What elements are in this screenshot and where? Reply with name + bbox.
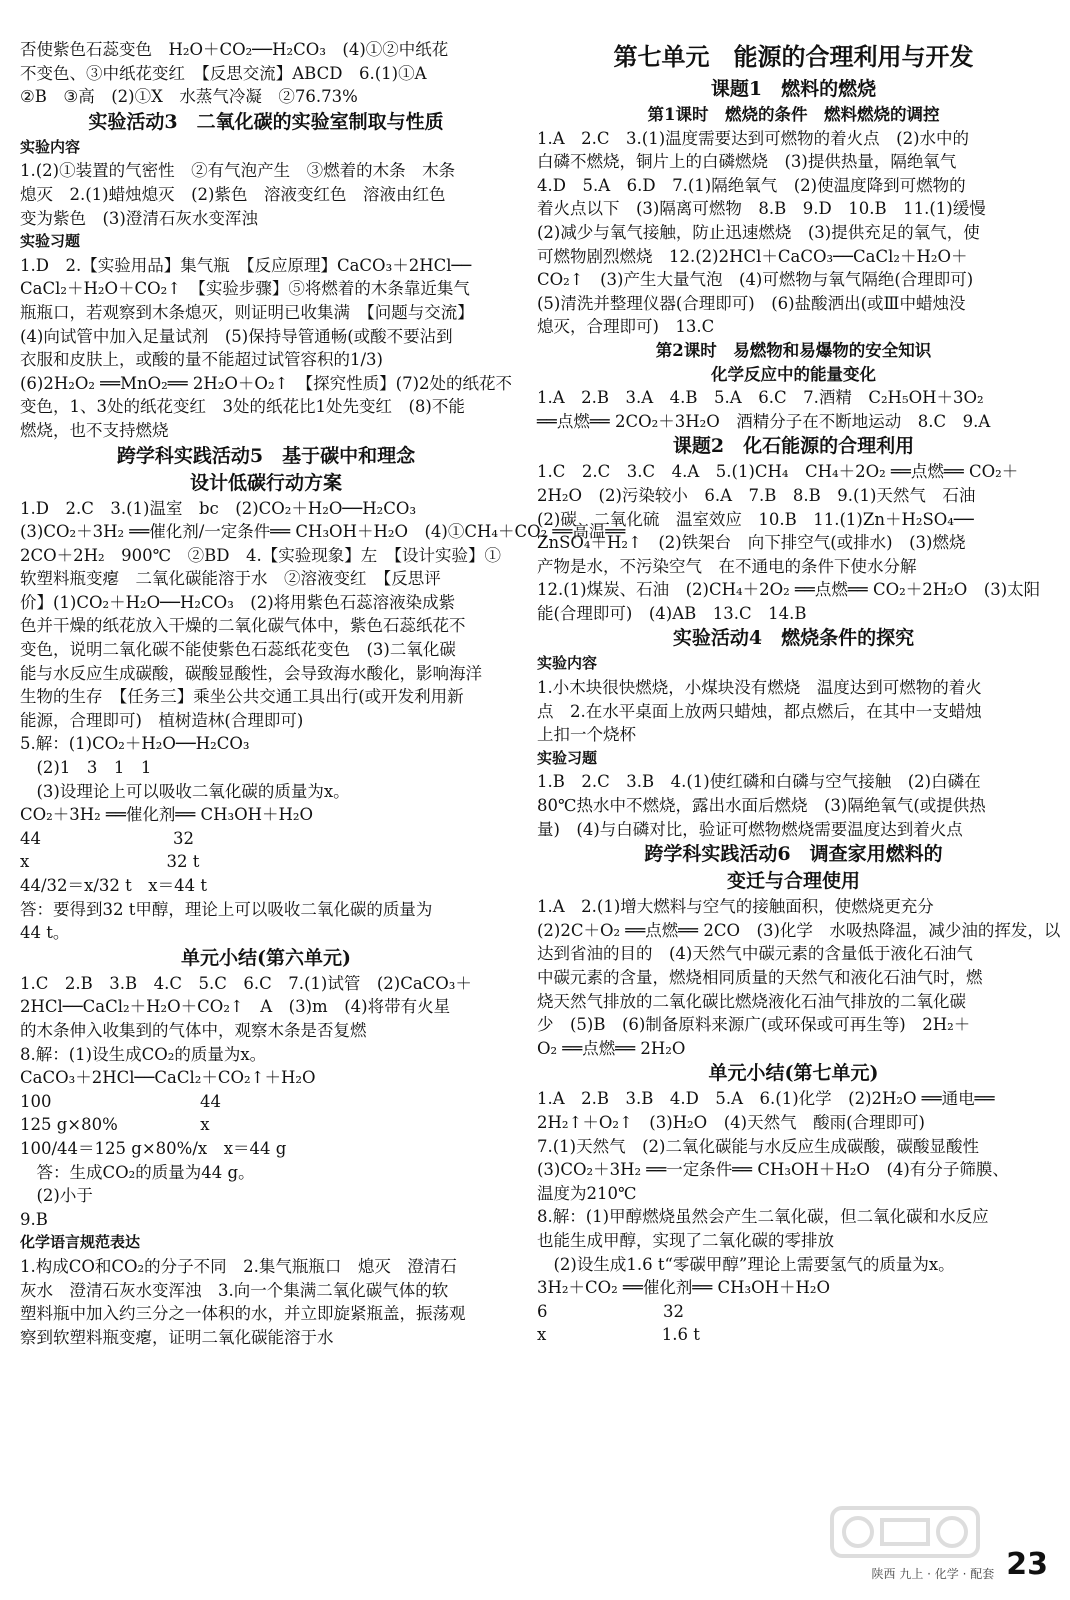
- section-heading: 第七单元 能源的合理利用与开发: [613, 42, 974, 71]
- text-line: O₂ ══点燃══ 2H₂O: [537, 1038, 686, 1058]
- text-line: 4.D 5.A 6.D 7.(1)隔绝氧气 (2)使温度降到可燃物的: [537, 175, 966, 195]
- text-line: 白磷不燃烧，铜片上的白磷燃烧 (3)提供热量，隔绝氧气: [537, 152, 957, 172]
- text-line: (2)减少与氧气接触，防止迅速燃烧 (3)提供充足的氧气，使: [537, 222, 980, 242]
- text-line: 变色，说明二氧化碳不能使紫色石蕊纸花变色 (3)二氧化碳: [20, 640, 456, 660]
- text-line: (2)1 3 1 1: [20, 758, 152, 778]
- text-line: 1.D 2.C 3.(1)温室 bc (2)CO₂＋H₂O──H₂CO₃: [20, 498, 417, 518]
- text-line: 熄灭，合理即可) 13.C: [537, 317, 715, 337]
- text-line: 2HCl──CaCl₂＋H₂O＋CO₂↑ A (3)m (4)将带有火星: [20, 997, 451, 1017]
- text-line: 产物是水，不污染空气 在不通电的条件下使水分解: [537, 556, 917, 576]
- text-line: (2)小于: [20, 1186, 93, 1206]
- text-line: 44 t。: [20, 923, 70, 943]
- text-line: 否使紫色石蕊变色 H₂O＋CO₂──H₂CO₃ (4)①②中纸花: [20, 40, 449, 59]
- text-line: 8.解：(1)甲醇燃烧虽然会产生二氧化碳，但二氧化碳和水反应: [537, 1207, 989, 1227]
- section-heading: 变迁与合理使用: [726, 870, 860, 893]
- section-heading: 课题1 燃料的燃烧: [710, 78, 877, 100]
- text-line: 7.(1)天然气 (2)二氧化碳能与水反应生成碳酸，碳酸显酸性: [537, 1136, 979, 1156]
- page-footer: [872, 1547, 1048, 1582]
- text-line: 熄灭 2.(1)蜡烛熄灭 (2)紫色 溶液变红色 溶液由红色: [20, 184, 446, 204]
- text-line: (6)2H₂O₂ ══MnO₂══ 2H₂O＋O₂↑ 【探究性质】(7)2处的纸花不: [20, 373, 513, 393]
- text-line: 瓶瓶口，若观察到木条熄灭，则证明已收集满 【问题与交流】: [20, 302, 474, 322]
- text-line: 量) (4)与白磷对比，验证可燃物燃烧需要温度达到着火点: [537, 819, 963, 839]
- text-line: 1.构成CO和CO₂的分子不同 2.集气瓶瓶口 熄灭 澄清石: [20, 1256, 457, 1276]
- text-line: 12.(1)煤炭、石油 (2)CH₄＋2O₂ ══点燃══ CO₂＋2H₂O (3)太阳: [537, 580, 1041, 600]
- text-line: 1.A 2.B 3.A 4.B 5.A 6.C 7.酒精 C₂H₅OH＋3O₂: [537, 388, 984, 408]
- text-line: 不变色、③中纸花变红 【反思交流】ABCD 6.(1)①A: [20, 63, 427, 83]
- text-line: 1.小木块很快燃烧，小煤块没有燃烧 温度达到可燃物的着火: [537, 678, 982, 698]
- page-number: 23: [1006, 1547, 1048, 1582]
- text-line: 中碳元素的含量，燃烧相同质量的天然气和液化石油气时，燃: [537, 968, 983, 987]
- text-line: 变为紫色 (3)澄清石灰水变浑浊: [20, 208, 258, 228]
- text-line: 塑料瓶中加入约三分之一体积的水，并立即旋紧瓶盖，振荡观: [20, 1304, 466, 1324]
- text-line: 生物的生存 【任务三】乘坐公共交通工具出行(或开发利用新: [20, 687, 464, 707]
- right-column: [537, 38, 1061, 1347]
- text-line: 的木条伸入收集到的气体中，观察木条是否复燃: [20, 1020, 367, 1040]
- section-heading: 跨学科实践活动5 基于碳中和理念: [116, 444, 416, 467]
- text-line: ZnSO₄＋H₂↑ (2)铁架台 向下排空气(或排水) (3)燃烧: [537, 533, 966, 553]
- text-line: (3)设理论上可以吸收二氧化碳的质量为x。: [20, 781, 350, 801]
- text-line: 100 44: [20, 1091, 221, 1111]
- text-line: 44 32: [20, 828, 194, 848]
- text-line: 2H₂O (2)污染较小 6.A 7.B 8.B 9.(1)天然气 石油: [537, 485, 976, 505]
- text-line: (3)CO₂＋3H₂ ══一定条件══ CH₃OH＋H₂O (4)有分子筛膜、: [537, 1160, 1009, 1180]
- text-line: 烧天然气排放的二氧化碳比燃烧液化石油气排放的二氧化碳: [537, 991, 966, 1011]
- text-line: (2)设生成1.6 t“零碳甲醇”理论上需要氢气的质量为x。: [537, 1254, 955, 1274]
- text-line: (5)清洗并整理仪器(合理即可) (6)盐酸洒出(或Ⅲ中蜡烛没: [537, 293, 966, 313]
- text-line: 答：要得到32 t甲醇，理论上可以吸收二氧化碳的质量为: [20, 899, 433, 919]
- text-line: 1.A 2.(1)增大燃料与空气的接触面积，使燃烧更充分: [537, 897, 934, 917]
- section-label: 实验习题: [537, 748, 598, 767]
- section-heading: 设计低碳行动方案: [189, 471, 342, 494]
- text-line: 衣服和皮肤上，或酸的量不能超过试管容积的1/3): [20, 350, 383, 370]
- section-heading: 实验活动4 燃烧条件的探究: [672, 627, 915, 650]
- text-line: 察到软塑料瓶变瘪，证明二氧化碳能溶于水: [20, 1327, 334, 1347]
- text-line: 点 2.在水平桌面上放两只蜡烛，都点燃后，在其中一支蜡烛: [537, 701, 982, 721]
- text-line: 1.A 2.B 3.B 4.D 5.A 6.(1)化学 (2)2H₂O ══通电══: [537, 1089, 995, 1109]
- text-line: ②B ③高 (2)①X 水蒸气冷凝 ②76.73%: [20, 87, 358, 107]
- text-line: 1.(2)①装置的气密性 ②有气泡产生 ③燃着的木条 木条: [20, 161, 456, 181]
- text-line: 上扣一个烧杯: [537, 725, 636, 745]
- text-line: (2)碳 二氧化硫 温室效应 10.B 11.(1)Zn＋H₂SO₄──: [537, 509, 974, 529]
- text-line: 着火点以下 (3)隔离可燃物 8.B 9.D 10.B 11.(1)缓慢: [537, 199, 986, 219]
- text-line: 2H₂↑＋O₂↑ (3)H₂O (4)天然气 酸雨(合理即可): [537, 1112, 925, 1132]
- text-line: 9.B: [20, 1209, 48, 1229]
- text-line: 温度为210℃: [537, 1183, 637, 1203]
- section-heading: 化学反应中的能量变化: [711, 364, 876, 384]
- text-line: 燃烧，也不支持燃烧: [20, 420, 169, 440]
- section-heading: 第1课时 燃烧的条件 燃料燃烧的调控: [647, 105, 940, 124]
- text-line: (2)2C＋O₂ ══点燃══ 2CO (3)化学 水吸热降温，减少油的挥发，以: [537, 920, 1061, 940]
- section-heading: 课题2 化石能源的合理利用: [672, 435, 915, 458]
- text-line: 1.B 2.C 3.B 4.(1)使红磷和白磷与空气接触 (2)白磷在: [537, 772, 981, 792]
- section-heading: 单元小结(第六单元): [181, 946, 351, 969]
- text-line: CO₂＋3H₂ ══催化剂══ CH₃OH＋H₂O: [20, 805, 314, 825]
- text-line: CaCO₃＋2HCl──CaCl₂＋CO₂↑＋H₂O: [20, 1068, 316, 1088]
- section-heading: 实验活动3 二氧化碳的实验室制取与性质: [88, 110, 444, 133]
- text-line: 2CO＋2H₂ 900℃ ②BD 4.【实验现象】左 【设计实验】①: [20, 545, 501, 565]
- text-line: 能(合理即可) (4)AB 13.C 14.B: [537, 603, 807, 623]
- text-line: x 1.6 t: [537, 1325, 700, 1345]
- section-label: 化学语言规范表达: [20, 1233, 141, 1252]
- text-line: 1.A 2.C 3.(1)温度需要达到可燃物的着火点 (2)水中的: [537, 128, 970, 148]
- text-line: 色并干燥的纸花放入干燥的二氧化碳气体中，紫色石蕊纸花不: [20, 616, 466, 636]
- text-line: 3H₂＋CO₂ ══催化剂══ CH₃OH＋H₂O: [537, 1278, 831, 1298]
- text-line: (4)向试管中加入足量试剂 (5)保持导管通畅(或酸不要沾到: [20, 326, 453, 346]
- text-line: 价】(1)CO₂＋H₂O──H₂CO₃ (2)将用紫色石蕊溶液染成紫: [20, 592, 456, 612]
- text-line: 80℃热水中不燃烧，露出水面后燃烧 (3)隔绝氧气(或提供热: [537, 796, 986, 816]
- text-line: 变色，1、3处的纸花变红 3处的纸花比1处先变红 (8)不能: [20, 397, 465, 417]
- text-line: ══点燃══ 2CO₂＋3H₂O 酒精分子在不断地运动 8.C 9.A: [537, 411, 991, 431]
- text-line: 软塑料瓶变瘪 二氧化碳能溶于水 ②溶液变红 【反思评: [20, 569, 441, 589]
- text-line: 答：生成CO₂的质量为44 g。: [20, 1162, 255, 1182]
- text-line: 也能生成甲醇，实现了二氧化碳的零排放: [537, 1230, 834, 1250]
- text-line: CaCl₂＋H₂O＋CO₂↑ 【实验步骤】⑤将燃着的木条靠近集气: [20, 279, 470, 299]
- section-label: 实验习题: [20, 232, 81, 251]
- section-heading: 第2课时 易燃物和易爆物的安全知识: [655, 340, 932, 360]
- text-line: 灰水 澄清石灰水变浑浊 3.向一个集满二氧化碳气体的软: [20, 1280, 449, 1300]
- section-heading: 跨学科实践活动6 调查家用燃料的: [644, 843, 943, 866]
- text-line: 可燃物剧烈燃烧 12.(2)2HCl＋CaCO₃──CaCl₂＋H₂O＋: [537, 246, 968, 266]
- section-label: 实验内容: [537, 654, 598, 673]
- text-line: CO₂↑ (3)产生大量气泡 (4)可燃物与氧气隔绝(合理即可): [537, 270, 974, 290]
- text-line: 1.D 2.【实验用品】集气瓶 【反应原理】CaCO₃＋2HCl──: [20, 255, 472, 275]
- section-label: 实验内容: [20, 137, 81, 156]
- footer-text: 陕西 九上 · 化学 · 配套: [871, 1567, 995, 1581]
- text-line: 100/44＝125 g×80%/x x＝44 g: [20, 1138, 287, 1158]
- text-line: 8.解：(1)设生成CO₂的质量为x。: [20, 1044, 267, 1064]
- text-line: (3)CO₂＋3H₂ ══催化剂/一定条件══ CH₃OH＋H₂O (4)①CH₄＋CO₂ ══高温══: [20, 522, 626, 542]
- text-line: x 32 t: [20, 852, 200, 872]
- text-line: 达到省油的目的 (4)天然气中碳元素的含量低于液化石油气: [537, 944, 973, 964]
- text-line: 1.C 2.C 3.C 4.A 5.(1)CH₄ CH₄＋2O₂ ══点燃══ CO₂＋: [537, 462, 1019, 482]
- text-line: 5.解：(1)CO₂＋H₂O──H₂CO₃: [20, 734, 250, 754]
- text-line: 1.C 2.B 3.B 4.C 5.C 6.C 7.(1)试管 (2)CaCO₃＋: [20, 973, 472, 993]
- section-heading: 单元小结(第七单元): [708, 1062, 879, 1085]
- text-line: 能源，合理即可) 植树造林(合理即可): [20, 710, 304, 730]
- text-line: 6 32: [537, 1301, 684, 1321]
- text-line: 44/32＝x/32 t x＝44 t: [20, 876, 207, 895]
- text-line: 少 (5)B (6)制备原料来源广(或环保或可再生等) 2H₂＋: [537, 1015, 971, 1035]
- text-line: 125 g×80% x: [20, 1115, 210, 1135]
- text-line: 能与水反应生成碳酸，碳酸显酸性，会导致海水酸化，影响海洋: [20, 663, 482, 683]
